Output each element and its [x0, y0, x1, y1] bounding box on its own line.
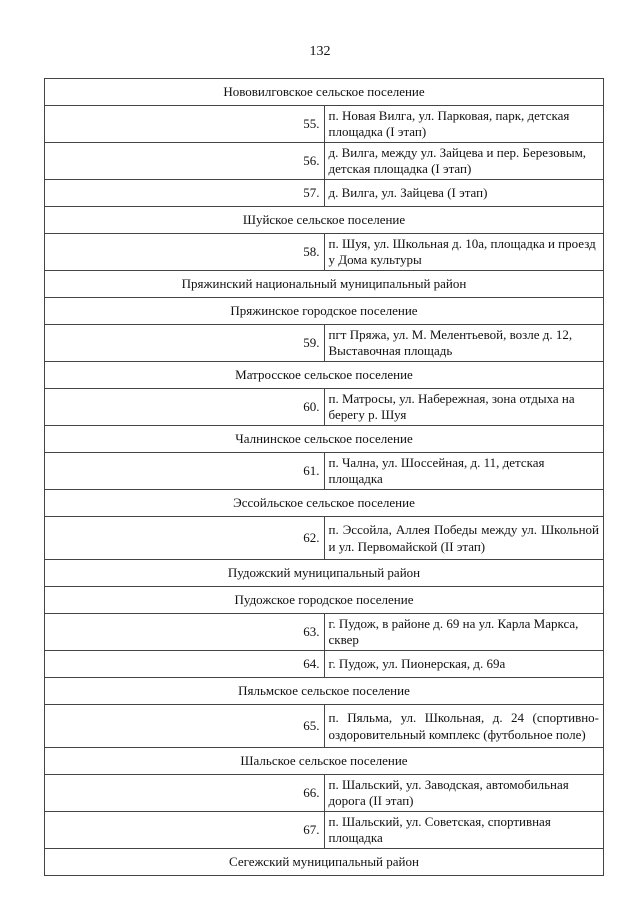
- table-row: [45, 234, 604, 271]
- section-title: Сегежский муниципальный район: [45, 849, 604, 876]
- section-header-row: [45, 748, 604, 775]
- item-number: 66.: [45, 775, 325, 812]
- item-description: п. Пяльма, ул. Школьная, д. 24 (спортивно-оздоровительный комплекс (футбольное поле): [324, 705, 604, 748]
- table-row: [45, 325, 604, 362]
- section-header-row: [45, 587, 604, 614]
- section-title: Пяльмское сельское поселение: [45, 678, 604, 705]
- item-number: 61.: [45, 453, 325, 490]
- table-row: [45, 389, 604, 426]
- section-header-row: [45, 362, 604, 389]
- item-number: 65.: [45, 705, 325, 748]
- table-row: [45, 812, 604, 849]
- table-row: [45, 775, 604, 812]
- item-number: 59.: [45, 325, 325, 362]
- section-title: Пряжинское городское поселение: [45, 298, 604, 325]
- section-title: Пудожский муниципальный район: [45, 560, 604, 587]
- item-number: 56.: [45, 143, 325, 180]
- table-row: [45, 651, 604, 678]
- item-number: 58.: [45, 234, 325, 271]
- item-number: 64.: [45, 651, 325, 678]
- section-header-row: [45, 426, 604, 453]
- item-number: 62.: [45, 517, 325, 560]
- section-title: Пудожское городское поселение: [45, 587, 604, 614]
- section-header-row: [45, 560, 604, 587]
- section-title: Чалнинское сельское поселение: [45, 426, 604, 453]
- item-description: п. Матросы, ул. Набережная, зона отдыха на берегу р. Шуя: [324, 389, 604, 426]
- item-number: 63.: [45, 614, 325, 651]
- section-title: Матросское сельское поселение: [45, 362, 604, 389]
- item-description: п. Шальский, ул. Заводская, автомобильная дорога (II этап): [324, 775, 604, 812]
- section-title: Шуйское сельское поселение: [45, 207, 604, 234]
- section-title: Нововилговское сельское поселение: [45, 79, 604, 106]
- section-header-row: [45, 678, 604, 705]
- item-description: п. Шуя, ул. Школьная д. 10а, площадка и проезд у Дома культуры: [324, 234, 604, 271]
- section-header-row: [45, 298, 604, 325]
- table-row: [45, 705, 604, 748]
- section-title: Шальское сельское поселение: [45, 748, 604, 775]
- section-header-row: [45, 490, 604, 517]
- table-row: [45, 143, 604, 180]
- item-description: п. Новая Вилга, ул. Парковая, парк, детская площадка (I этап): [324, 106, 604, 143]
- item-number: 60.: [45, 389, 325, 426]
- section-header-row: [45, 849, 604, 876]
- table-row: [45, 614, 604, 651]
- section-title: Пряжинский национальный муниципальный район: [45, 271, 604, 298]
- table-row: [45, 106, 604, 143]
- section-title: Эссойльское сельское поселение: [45, 490, 604, 517]
- section-header-row: [45, 79, 604, 106]
- objects-table: [44, 78, 604, 876]
- item-description: п. Чална, ул. Шоссейная, д. 11, детская площадка: [324, 453, 604, 490]
- table-row: [45, 517, 604, 560]
- item-description: п. Шальский, ул. Советская, спортивная площадка: [324, 812, 604, 849]
- item-number: 67.: [45, 812, 325, 849]
- section-header-row: [45, 271, 604, 298]
- item-description: пгт Пряжа, ул. М. Мелентьевой, возле д. 12, Выставочная площадь: [324, 325, 604, 362]
- table-row: [45, 453, 604, 490]
- item-description: д. Вилга, ул. Зайцева (I этап): [324, 180, 604, 207]
- section-header-row: [45, 207, 604, 234]
- page-number: 132: [309, 44, 331, 59]
- item-description: г. Пудож, ул. Пионерская, д. 69а: [324, 651, 604, 678]
- item-description: п. Эссойла, Аллея Победы между ул. Школьной и ул. Первомайской (II этап): [324, 517, 604, 560]
- item-description: г. Пудож, в районе д. 69 на ул. Карла Маркса, сквер: [324, 614, 604, 651]
- item-number: 57.: [45, 180, 325, 207]
- item-number: 55.: [45, 106, 325, 143]
- item-description: д. Вилга, между ул. Зайцева и пер. Березовым, детская площадка (I этап): [324, 143, 604, 180]
- table-row: [45, 180, 604, 207]
